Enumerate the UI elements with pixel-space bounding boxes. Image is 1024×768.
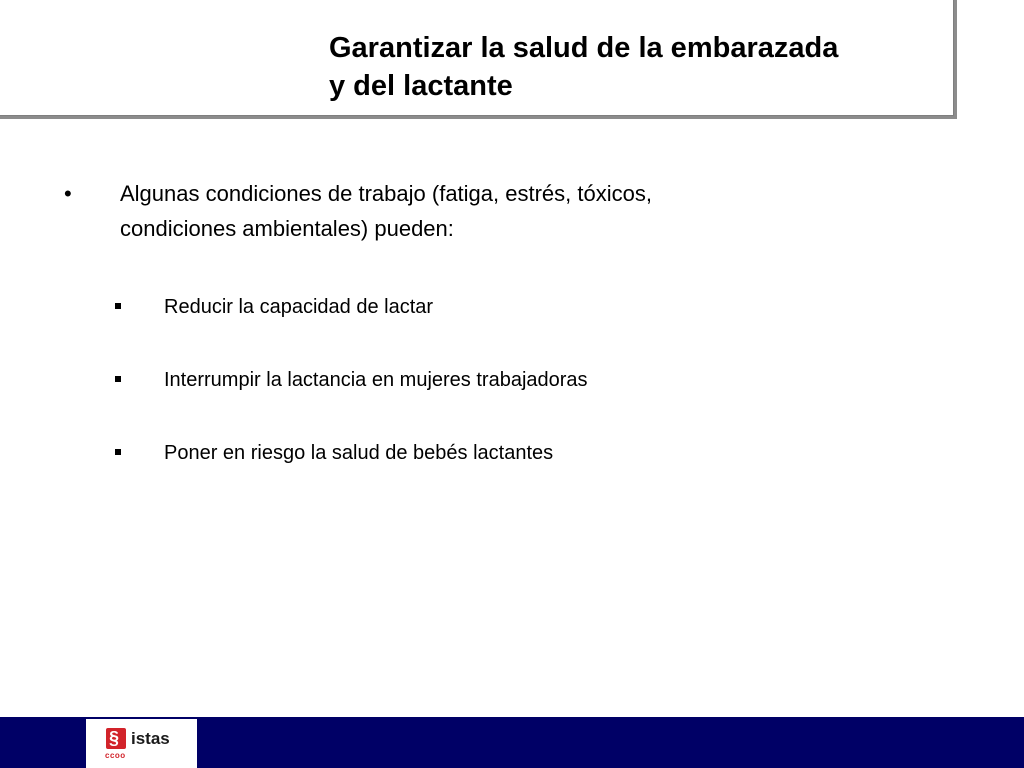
main-bullet-text <box>120 176 880 246</box>
main-bullet-line-1: Algunas condiciones de trabajo (fatiga, estrés, tóxicos, <box>120 181 652 206</box>
istas-logo <box>86 719 197 768</box>
sub-bullet-text: Interrumpir la lactancia en mujeres trabajadoras <box>164 369 588 391</box>
square-bullet-icon <box>115 376 121 382</box>
slide-title-line-2: y del lactante <box>329 70 513 102</box>
slide-title-line-1: Garantizar la salud de la embarazada <box>329 32 839 64</box>
sub-bullet-item <box>114 367 894 397</box>
logo-subtext: ccoo <box>105 751 126 760</box>
logo-text: istas <box>131 729 170 748</box>
sub-bullet-item <box>114 440 894 470</box>
logo-glyph: § <box>109 728 120 748</box>
slide-title <box>329 29 949 105</box>
sub-bullet-text: Poner en riesgo la salud de bebés lactantes <box>164 442 554 464</box>
main-bullet-line-2: condiciones ambientales) pueden: <box>120 216 454 241</box>
sub-bullet-item <box>114 294 894 324</box>
square-bullet-icon <box>115 449 121 455</box>
square-bullet-icon <box>115 303 121 309</box>
sub-bullet-text: Reducir la capacidad de lactar <box>164 296 434 318</box>
bullet-dot: • <box>64 181 72 206</box>
